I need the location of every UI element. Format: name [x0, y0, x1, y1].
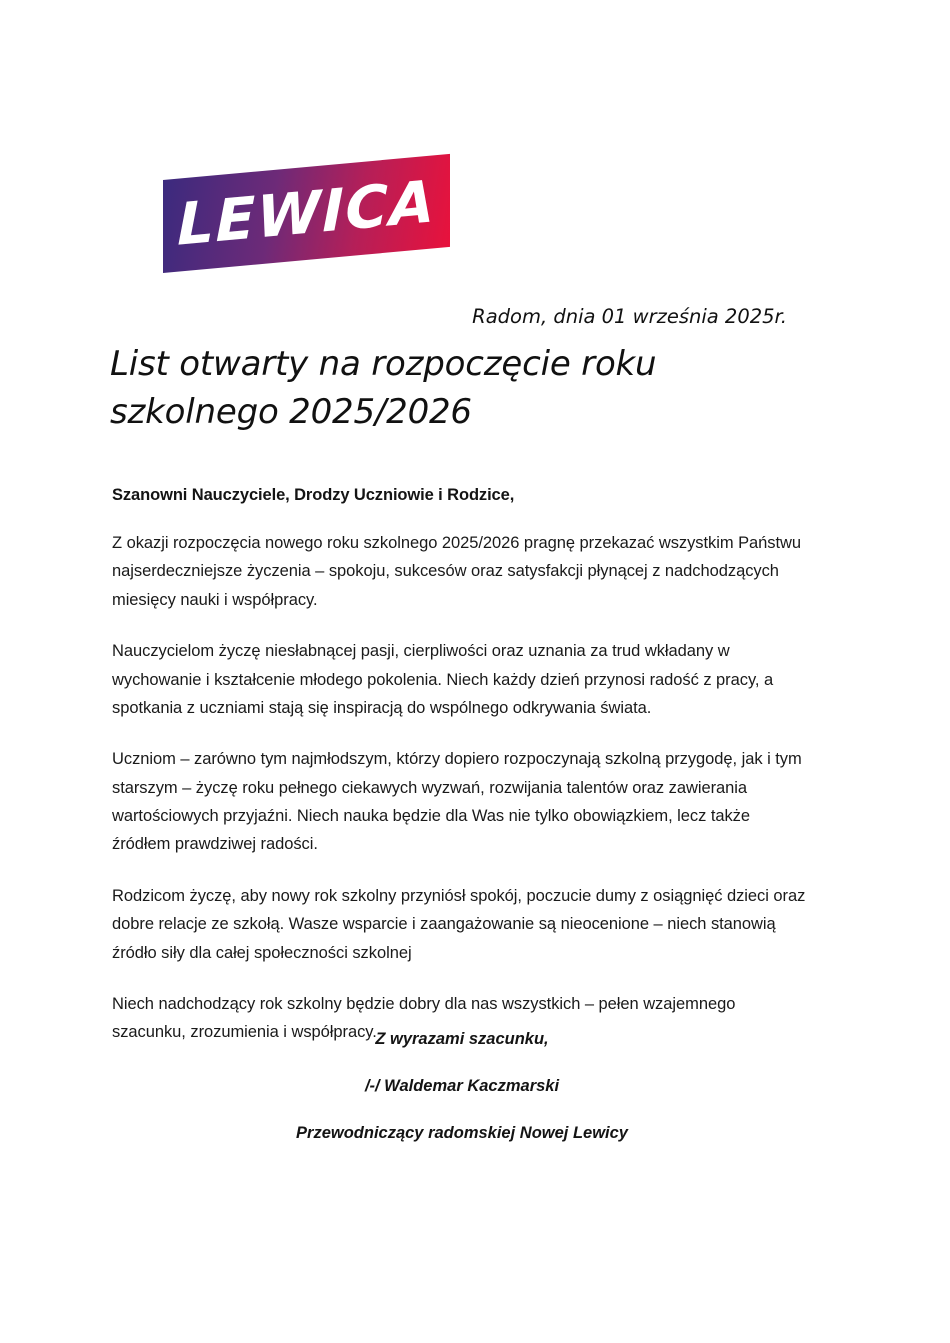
page-title: List otwarty na rozpoczęcie roku szkolnego 2025/2026: [110, 344, 657, 433]
signature-role: Przewodniczący radomskiej Nowej Lewicy: [296, 1124, 628, 1142]
signature-block: [112, 1030, 812, 1143]
paragraph: Nauczycielom życzę niesłabnącej pasji, cierpliwości oraz uznania za trud wkładany w wychowanie i kształcenie młodego pokolenia. Niech każdy dzień przynosi radość z pracy, a spotkania z uczniami stają się inspiracją do wspólnego odkrywania świata.: [112, 642, 774, 717]
paragraph: Z okazji rozpoczęcia nowego roku szkolnego 2025/2026 pragnę przekazać wszystkim Państwu najserdeczniejsze życzenia – spokoju, sukcesów oraz satysfakcji płynącej z nadchodzących miesięcy nauki i współpracy.: [112, 534, 802, 609]
date-line: Radom, dnia 01 września 2025r.: [472, 305, 787, 328]
signature-name: /-/ Waldemar Kaczmarski: [364, 1077, 560, 1095]
paragraph: Uczniom – zarówno tym najmłodszym, którzy dopiero rozpoczynają szkolną przygodę, jak i tym starszym – życzę roku pełnego ciekawych wyzwań, rozwijania talentów oraz zawierania wartościowych przyjaźni. Niech nauka będzie dla Was nie tylko obowiązkiem, lecz także źródłem prawdziwej radości.: [112, 750, 802, 854]
lewica-logo: [163, 166, 453, 276]
letter-body: [112, 486, 812, 1047]
paragraph: Rodzicom życzę, aby nowy rok szkolny przyniósł spokój, poczucie dumy z osiągnięć dzieci oraz dobre relacje ze szkołą. Wasze wsparcie i zaangażowanie są nieocenione – niech stanowią źródło siły dla całej społeczności szkolnej: [112, 886, 806, 962]
logo-text: LEWICA: [177, 166, 436, 259]
signature-closing: Z wyrazami szacunku,: [375, 1030, 549, 1048]
salutation: Szanowni Nauczyciele, Drodzy Uczniowie i Rodzice,: [112, 486, 515, 504]
paragraph: Niech nadchodzący rok szkolny będzie dobry dla nas wszystkich – pełen wzajemnego szacunku, zrozumienia i współpracy.: [112, 994, 736, 1042]
